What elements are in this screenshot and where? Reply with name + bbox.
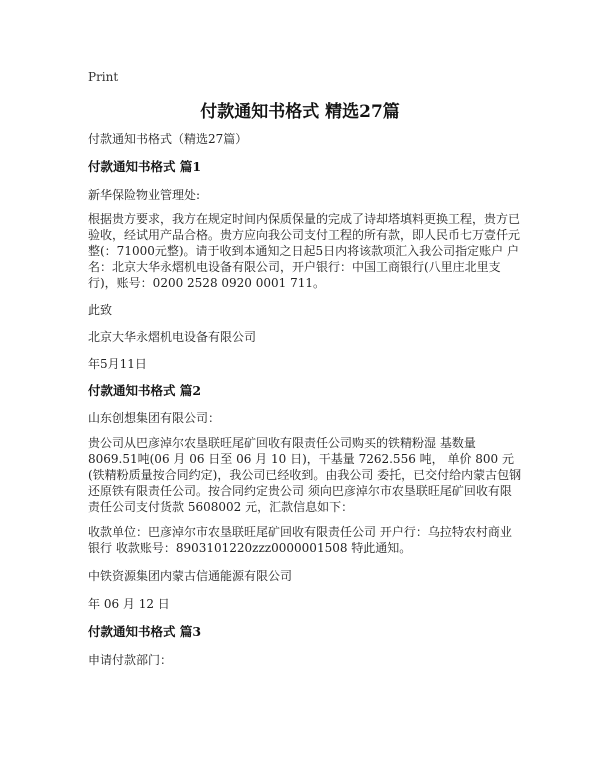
section-heading-2: 付款通知书格式 篇2	[88, 383, 202, 398]
section-2-paragraph: 收款单位：巴彦淖尔市农垦联旺尾矿回收有限责任公司 开户行：乌拉特农村商业银行 收款账号：8903101220zzz0000001508 特此通知。	[88, 525, 512, 555]
section-heading-1: 付款通知书格式 篇1	[88, 159, 202, 174]
section-1-paragraph: 新华保险物业管理处:	[88, 188, 201, 202]
section-1-paragraph: 此致	[88, 303, 113, 317]
section-1-paragraph: 年5月11日	[88, 357, 147, 371]
section-2-paragraph: 贵公司从巴彦淖尔农垦联旺尾矿回收有限责任公司购买的铁精粉湿 基数量 8069.51吨(06 月 06 日至 06 月 10 日)，干基量 7262.556 吨， 单价 800 元(铁精粉质量按合同约定)，我公司已经收到。由我公司 委托，已交付给内蒙古包钢还原铁有限责任公司。按合同约定贵公司 须向巴彦淖尔市农垦联旺尾矿回收有限责任公司支付货款 5608002 元，汇款信息如下：	[88, 436, 522, 514]
document-subtitle: 付款通知书格式（精选27篇）	[88, 132, 248, 146]
document-title: 付款通知书格式 精选27篇	[200, 102, 400, 122]
section-1-paragraph: 北京大华永熠机电设备有限公司	[88, 330, 257, 344]
section-2-paragraph: 中铁资源集团内蒙古信通能源有限公司	[88, 569, 293, 583]
section-3-paragraph: 申请付款部门：	[88, 653, 173, 667]
section-1-paragraph: 根据贵方要求，我方在规定时间内保质保量的完成了诗却塔填料更换工程，贵方已验收，经试用产品合格。贵方应向我公司支付工程的所有款，即人民币七万壹仟元整(：71000元整)。请于收到本通知之日起5日内将该款项汇入我公司指定账户 户名：北京大华永熠机电设备有限公司，开户银行：中国工商银行(八里庄北里支行)，账号：0200 2528 0920 0001 711。	[88, 212, 521, 290]
print-label[interactable]: Print	[88, 70, 119, 84]
section-2-paragraph: 年 06 月 12 日	[88, 597, 170, 611]
section-2-paragraph: 山东创想集团有限公司：	[88, 411, 221, 425]
section-heading-3: 付款通知书格式 篇3	[88, 624, 202, 639]
